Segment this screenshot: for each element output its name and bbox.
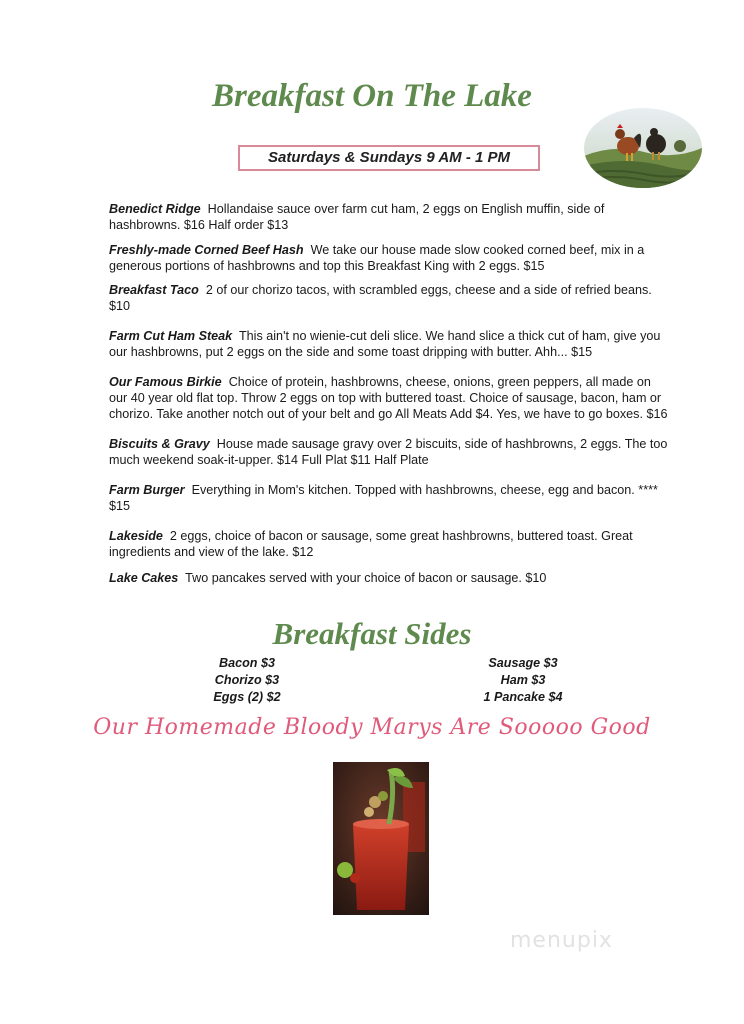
hours-banner: Saturdays & Sundays 9 AM - 1 PM bbox=[238, 145, 540, 171]
menu-item bbox=[109, 201, 669, 233]
menu-item-name: Breakfast Taco bbox=[109, 283, 199, 297]
side-item: Eggs (2) $2 bbox=[213, 690, 281, 704]
menu-item-name: Freshly-made Corned Beef Hash bbox=[109, 242, 304, 257]
menu-item bbox=[109, 528, 669, 560]
menu-item bbox=[109, 570, 669, 586]
bloody-mary-promo: Our Homemade Bloody Marys Are Sooooo Good bbox=[93, 715, 651, 740]
menu-item-description: We take our house made slow cooked corned beef, mix in a generous portions of hashbrowns and top this Breakfast King with 2 eggs. $15 bbox=[109, 242, 645, 273]
menu-item-description: Hollandaise sauce over farm cut ham, 2 eggs on English muffin, side of hashbrowns. $16 Half order $13 bbox=[109, 202, 605, 232]
side-item: Ham $3 bbox=[500, 673, 546, 687]
menu-item bbox=[109, 436, 669, 468]
menu-item bbox=[109, 374, 669, 422]
menu-item-description: House made sausage gravy over 2 biscuits, side of hashbrowns, 2 eggs. The too much weekend soak-it-upper. $14 Full Plat $11 Half Plate bbox=[109, 437, 668, 467]
menu-item-name: Our Famous Birkie bbox=[109, 375, 222, 389]
sides-title: Breakfast Sides bbox=[272, 616, 472, 651]
side-item: Chorizo $3 bbox=[214, 673, 280, 687]
menu-item bbox=[109, 282, 669, 314]
menu-item-name: Benedict Ridge bbox=[109, 202, 201, 216]
menu-list bbox=[109, 201, 669, 595]
side-item: Bacon $3 bbox=[219, 656, 275, 670]
menu-item-description: Two pancakes served with your choice of bacon or sausage. $10 bbox=[185, 571, 547, 585]
menu-item-name: Farm Burger bbox=[109, 483, 185, 497]
menu-item-description: 2 eggs, choice of bacon or sausage, some great hashbrowns, buttered toast. Great ingredients and view of the lake. $12 bbox=[109, 529, 633, 559]
menu-item bbox=[109, 482, 669, 514]
menu-item-description: Everything in Mom's kitchen. Topped with hashbrowns, cheese, egg and bacon. **** $15 bbox=[109, 483, 658, 513]
page-title: Breakfast On The Lake bbox=[212, 78, 532, 114]
side-item: Sausage $3 bbox=[488, 656, 558, 670]
menupix-watermark: menupix bbox=[510, 928, 613, 953]
menu-item-description: Choice of protein, hashbrowns, cheese, onions, green peppers, all made on our 40 year old flat top. Throw 2 eggs on top with buttered toast. Choice of sausage, bacon, ham or chorizo. Take another notch out of your belt and go All Meats Add $4. Yes, we have to go boxes. $16 bbox=[109, 375, 668, 421]
side-item: 1 Pancake $4 bbox=[483, 690, 563, 704]
menu-item-name: Farm Cut Ham Steak bbox=[109, 329, 233, 343]
bloody-mary-photo bbox=[333, 762, 429, 915]
menu-item bbox=[109, 328, 669, 360]
menu-item-description: 2 of our chorizo tacos, with scrambled eggs, cheese and a side of refried beans. $10 bbox=[109, 283, 652, 313]
menu-item-name: Biscuits & Gravy bbox=[109, 437, 210, 451]
menu-item-name: Lakeside bbox=[109, 529, 163, 543]
menu-item-description: This ain't no wienie-cut deli slice. We hand slice a thick cut of ham, give you our hashbrowns, put 2 eggs on the side and some toast dripping with butter. Ahh... $15 bbox=[109, 329, 661, 359]
menu-item bbox=[109, 242, 669, 274]
rooster-photo bbox=[584, 108, 702, 188]
menu-item-name: Lake Cakes bbox=[109, 571, 179, 585]
